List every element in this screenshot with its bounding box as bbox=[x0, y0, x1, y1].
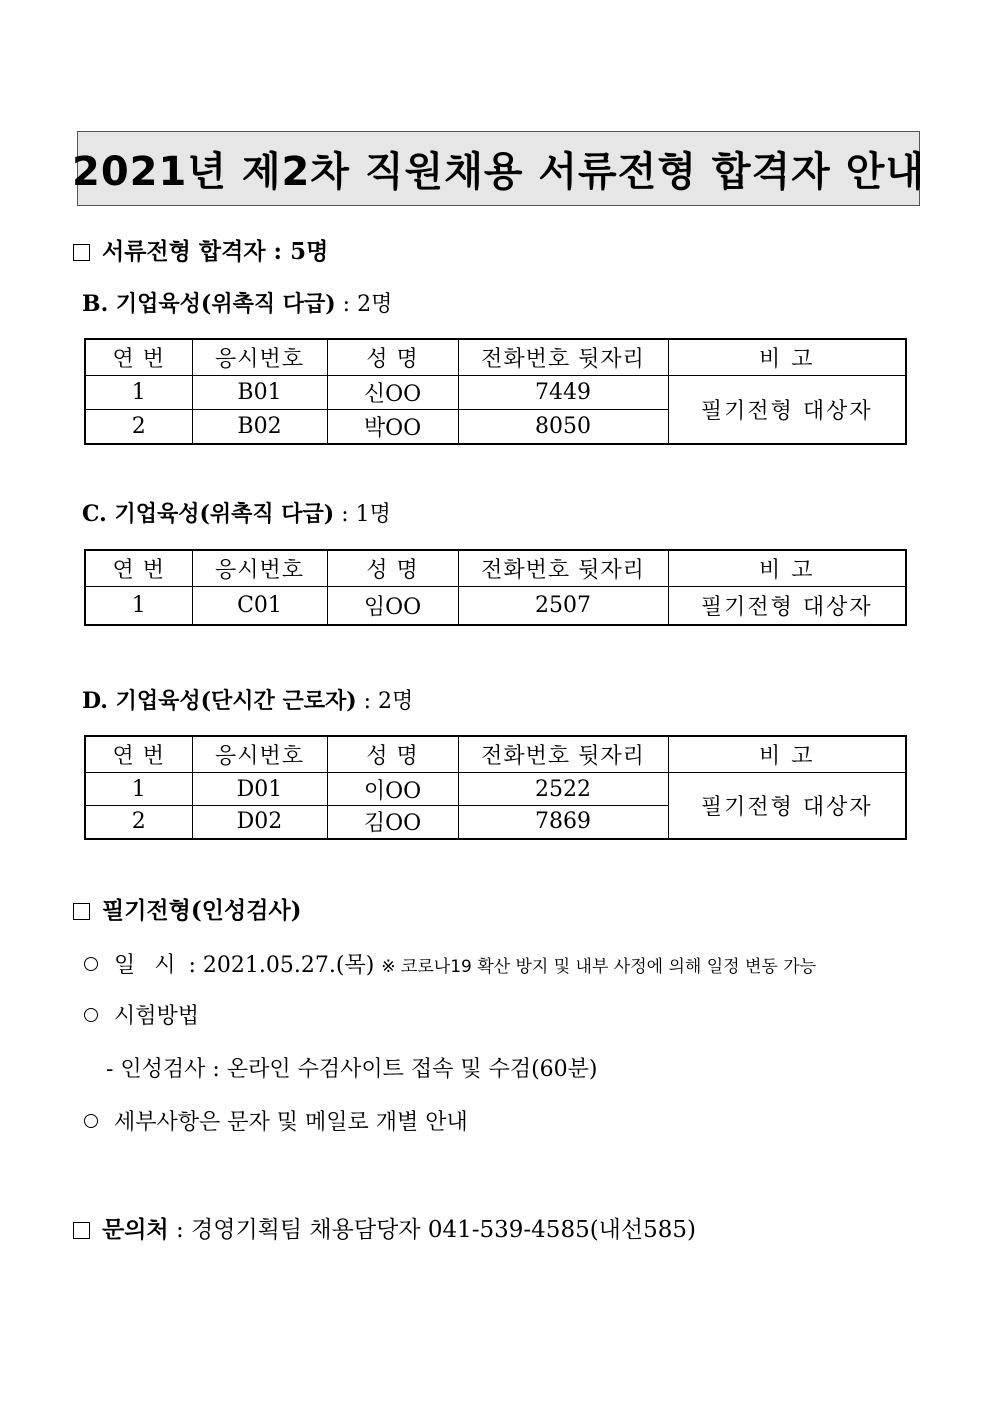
col-header-phone: 전화번호 뒷자리 bbox=[458, 339, 668, 376]
table-header-row bbox=[85, 736, 906, 773]
section-label: 필기전형(인성검사) bbox=[102, 897, 302, 924]
section-label: 서류전형 합격자 bbox=[102, 238, 266, 265]
date-value: : 2021.05.27.(목) bbox=[181, 953, 382, 978]
group-d-title: D. 기업육성(단시간 근로자) : 2명 bbox=[82, 688, 414, 714]
col-header-no: 연 번 bbox=[85, 736, 192, 773]
table-header-row bbox=[85, 339, 906, 376]
table-group-b bbox=[84, 338, 907, 445]
page-title: 2021년 제2차 직원채용 서류전형 합격자 안내 bbox=[77, 131, 920, 206]
table-row: 2 D02 김OO 7869 bbox=[85, 806, 906, 839]
group-b-count: 2명 bbox=[357, 292, 393, 317]
remark-cell: 필기전형 대상자 bbox=[668, 587, 906, 625]
col-header-no: 연 번 bbox=[85, 339, 192, 376]
group-c-title: C. 기업육성(위촉직 다급) : 1명 bbox=[82, 501, 391, 527]
remark-cell: 필기전형 대상자 bbox=[668, 773, 906, 839]
checkbox-square-icon bbox=[73, 244, 90, 261]
table-row: 2 B02 박OO 8050 bbox=[85, 410, 906, 444]
table-row: 1 C01 임OO 2507 필기전형 대상자 bbox=[85, 587, 906, 625]
circle-bullet-icon bbox=[84, 1008, 98, 1022]
table-row: 1 D01 이OO 2522 필기전형 대상자 bbox=[85, 773, 906, 806]
section-total: 5명 bbox=[290, 238, 329, 265]
table-group-c bbox=[84, 549, 907, 626]
group-d-count: 2명 bbox=[378, 689, 414, 714]
col-header-phone: 전화번호 뒷자리 bbox=[458, 550, 668, 587]
circle-bullet-icon bbox=[84, 957, 98, 971]
test-date-line bbox=[84, 955, 816, 977]
detail-notice-line bbox=[84, 1112, 468, 1134]
col-header-remark: 비 고 bbox=[668, 736, 906, 773]
col-header-name: 성 명 bbox=[327, 550, 458, 587]
group-c-count: 1명 bbox=[355, 502, 391, 527]
col-header-applicant-id: 응시번호 bbox=[192, 339, 327, 376]
col-header-name: 성 명 bbox=[327, 339, 458, 376]
checkbox-square-icon bbox=[73, 903, 90, 920]
col-header-applicant-id: 응시번호 bbox=[192, 736, 327, 773]
table-row: 1 B01 신OO 7449 필기전형 대상자 bbox=[85, 376, 906, 410]
circle-bullet-icon bbox=[84, 1114, 98, 1128]
col-header-name: 성 명 bbox=[327, 736, 458, 773]
col-header-phone: 전화번호 뒷자리 bbox=[458, 736, 668, 773]
table-header-row bbox=[85, 550, 906, 587]
checkbox-square-icon bbox=[73, 1222, 90, 1239]
test-method-line bbox=[84, 1006, 199, 1028]
section-written-test bbox=[73, 899, 302, 923]
method-detail: - 인성검사 : 온라인 수검사이트 접속 및 수검(60분) bbox=[106, 1057, 598, 1082]
contact-value: : 경영기획팀 채용담당자 041-539-4585(내선585) bbox=[168, 1217, 696, 1243]
method-label: 시험방법 bbox=[114, 1004, 200, 1029]
col-header-remark: 비 고 bbox=[668, 550, 906, 587]
remark-cell: 필기전형 대상자 bbox=[668, 376, 906, 444]
group-b-title: B. 기업육성(위촉직 다급) : 2명 bbox=[82, 291, 393, 317]
col-header-applicant-id: 응시번호 bbox=[192, 550, 327, 587]
date-label: 일 시 bbox=[114, 953, 182, 978]
section-document-screening: 서류전형 합격자 : 5명 bbox=[73, 240, 328, 264]
date-note: ※ 코로나19 확산 방지 및 내부 사정에 의해 일정 변동 가능 bbox=[381, 957, 817, 977]
section-contact bbox=[73, 1218, 696, 1242]
contact-label: 문의처 bbox=[102, 1216, 169, 1243]
detail-notice: 세부사항은 문자 및 메일로 개별 안내 bbox=[114, 1110, 468, 1135]
col-header-remark: 비 고 bbox=[668, 339, 906, 376]
table-group-d bbox=[84, 735, 907, 840]
col-header-no: 연 번 bbox=[85, 550, 192, 587]
